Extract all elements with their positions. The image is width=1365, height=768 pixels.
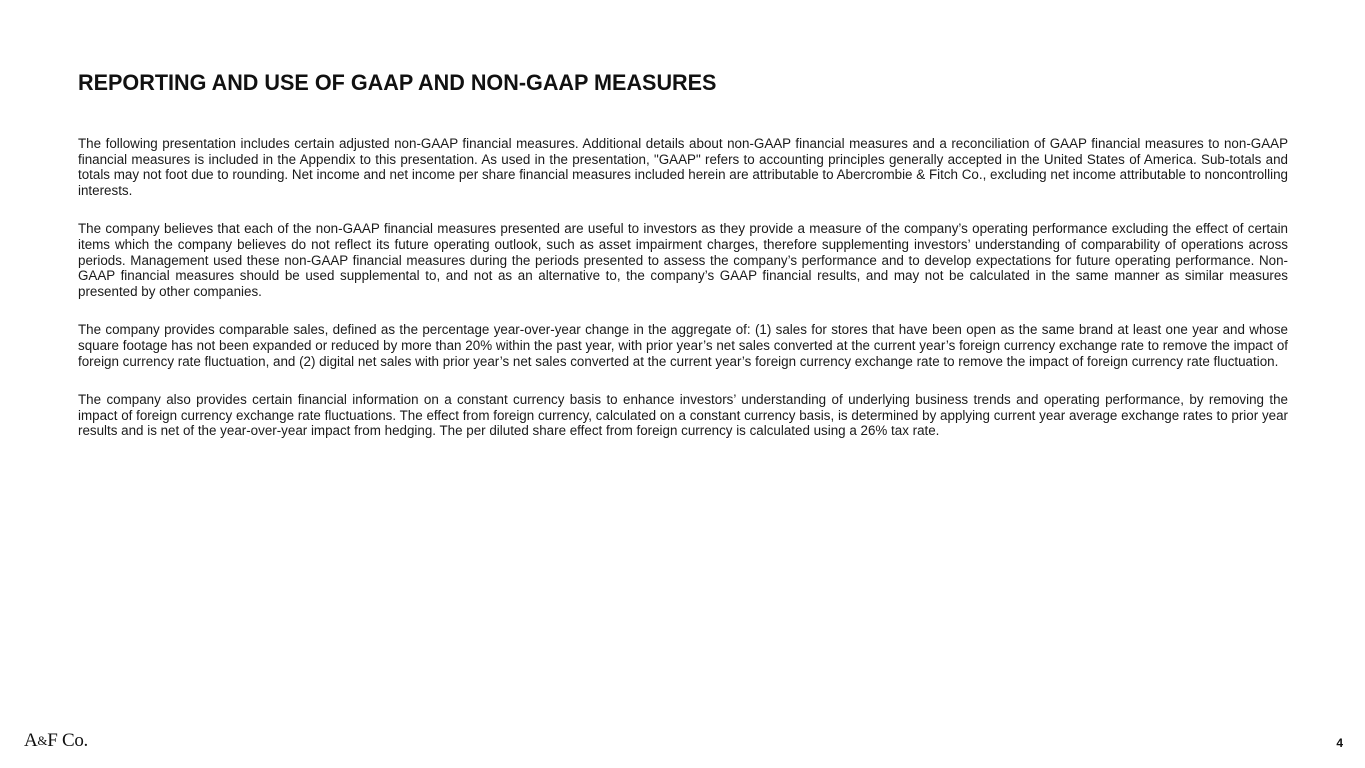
- paragraph-comparable-sales: The company provides comparable sales, defined as the percentage year-over-year change in the aggregate of: (1) sales for stores that have been open as the same brand at least one year and whose square footage has not been expanded or reduced by more than 20% within the past year, with prior year’s net sales converted at the current year’s foreign currency exchange rate to remove the impact of foreign currency rate fluctuation, and (2) digital net sales with prior year’s net sales converted at the current year’s foreign currency exchange rate to remove the impact of foreign currency rate fluctuation.: [78, 322, 1288, 369]
- body-text: [78, 136, 1288, 462]
- page-number: 4: [1336, 736, 1343, 750]
- logo-letter-a: A: [24, 730, 38, 751]
- paragraph-usefulness: The company believes that each of the non-GAAP financial measures presented are useful to investors as they provide a measure of the company’s operating performance excluding the effect of certain items which the company believes do not reflect its future operating outlook, such as asset impairment charges, therefore supplementing investors’ understanding of comparability of operations across periods. Management used these non-GAAP financial measures during the periods presented to assess the company’s performance and to develop expectations for future operating performance. Non-GAAP financial measures should be used supplemental to, and not as an alternative to, the company’s GAAP financial results, and may not be calculated in the same manner as similar measures presented by other companies.: [78, 221, 1288, 299]
- logo-letters-f-co: F Co.: [47, 730, 88, 751]
- paragraph-constant-currency: The company also provides certain financial information on a constant currency basis to enhance investors’ understanding of underlying business trends and operating performance, by removing the impact of foreign currency exchange rate fluctuations. The effect from foreign currency, calculated on a constant currency basis, is determined by applying current year average exchange rates to prior year results and is net of the year-over-year impact from hedging. The per diluted share effect from foreign currency is calculated using a 26% tax rate.: [78, 392, 1288, 439]
- company-logo: [24, 730, 88, 752]
- page-title: REPORTING AND USE OF GAAP AND NON-GAAP MEASURES: [78, 70, 717, 95]
- logo-ampersand: &: [37, 733, 48, 748]
- paragraph-intro: The following presentation includes certain adjusted non-GAAP financial measures. Additional details about non-GAAP financial measures and a reconciliation of GAAP financial measures to non-GAAP financial measures is included in the Appendix to this presentation. As used in the presentation, "GAAP" refers to accounting principles generally accepted in the United States of America. Sub-totals and totals may not foot due to rounding. Net income and net income per share financial measures included herein are attributable to Abercrombie & Fitch Co., excluding net income attributable to noncontrolling interests.: [78, 136, 1288, 198]
